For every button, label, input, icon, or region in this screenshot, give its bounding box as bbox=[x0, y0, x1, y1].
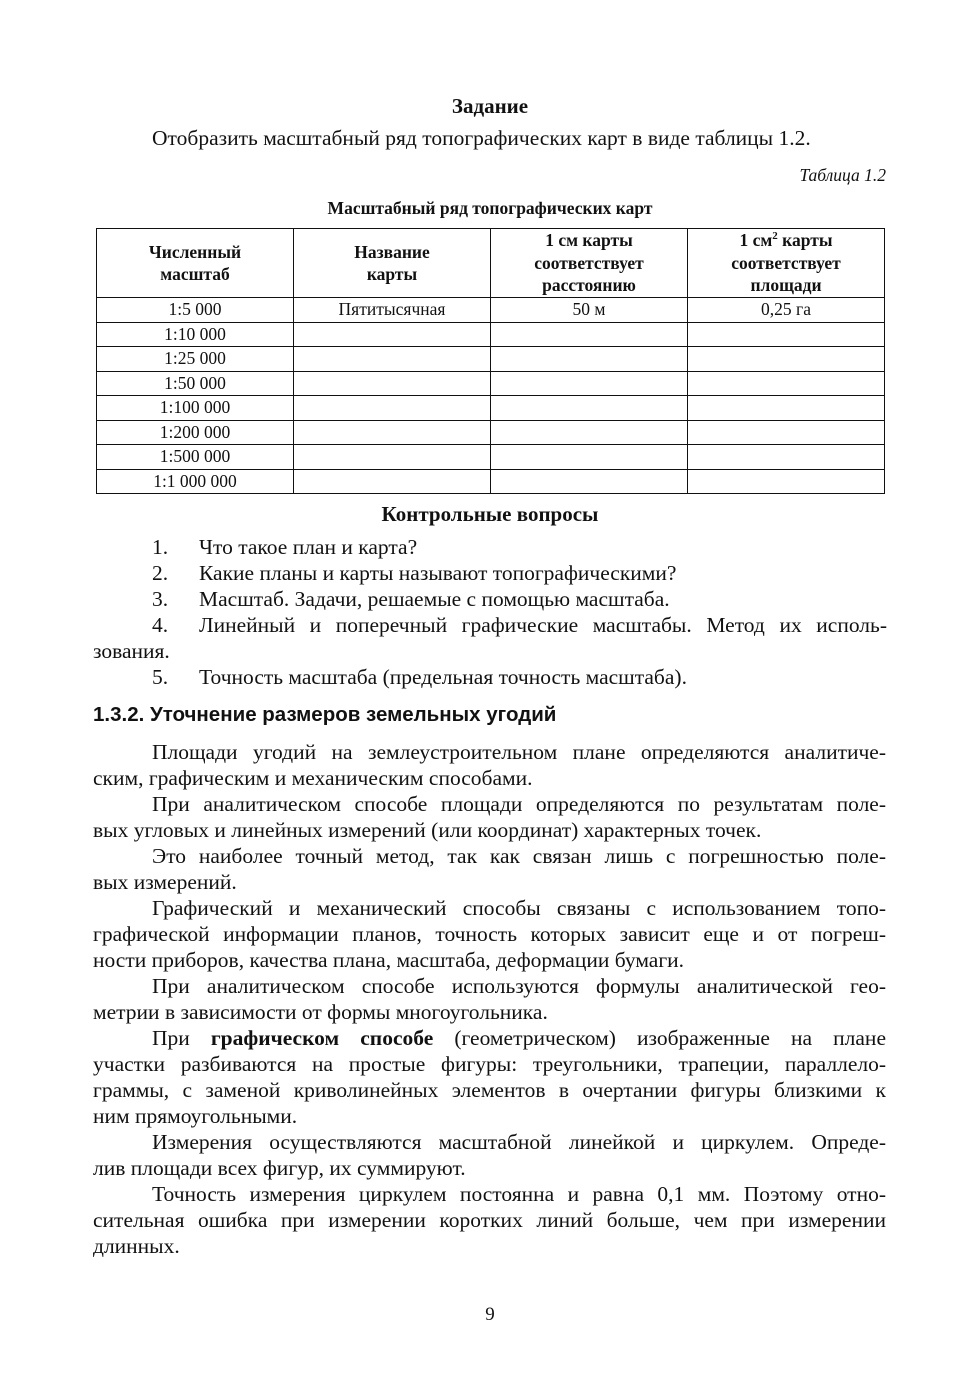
list-item bbox=[0, 534, 887, 560]
page-number: 9 bbox=[485, 1304, 495, 1325]
list-item-text: Что такое план и карта? bbox=[199, 535, 418, 559]
table-cell bbox=[294, 347, 491, 372]
header-distance: 1 см карты соответствует расстоянию bbox=[491, 229, 688, 298]
paragraph-line: граммы, с заменой криволинейных элементов в очертании фигуры близкими к bbox=[93, 1078, 886, 1102]
list-item bbox=[0, 612, 887, 638]
table-cell: 1:10 000 bbox=[97, 322, 294, 347]
list-item-number: 5. bbox=[152, 665, 169, 689]
questions-heading: Контрольные вопросы bbox=[381, 502, 599, 526]
table-label: Таблица 1.2 bbox=[799, 165, 886, 185]
paragraph-line: Площади угодий на землеустроительном плане определяются аналитиче- bbox=[152, 740, 886, 764]
table-cell bbox=[688, 371, 885, 396]
paragraph-line: участки разбиваются на простые фигуры: треугольники, трапеции, параллело- bbox=[93, 1052, 886, 1076]
table-cell bbox=[294, 445, 491, 470]
paragraph-line: При аналитическом способе площади определяются по результатам поле- bbox=[152, 792, 886, 816]
task-text: Отобразить масштабный ряд топографических карт в виде таблицы 1.2. bbox=[152, 126, 811, 150]
paragraph-line: Точность измерения циркулем постоянна и равна 0,1 мм. Поэтому отно- bbox=[152, 1182, 886, 1206]
paragraph-line: метрии в зависимости от формы многоугольника. bbox=[93, 1000, 548, 1024]
bold-term: графическом способе bbox=[210, 1026, 434, 1050]
list-item-number: 3. bbox=[152, 587, 169, 611]
task-heading: Задание bbox=[451, 94, 529, 118]
table-cell bbox=[294, 420, 491, 445]
table-cell: 1:100 000 bbox=[97, 396, 294, 421]
paragraph-line: Это наиболее точный метод, так как связан лишь с погрешностью поле- bbox=[152, 844, 886, 868]
paragraph-line: графической информации планов, точность которых зависит еще и от погреш- bbox=[93, 922, 886, 946]
list-item bbox=[0, 664, 887, 690]
paragraph-line bbox=[93, 1025, 886, 1051]
paragraph-line: Графический и механический способы связаны с использованием топо- bbox=[152, 896, 886, 920]
table-row bbox=[97, 371, 885, 396]
table-cell bbox=[491, 445, 688, 470]
table-cell: 1:50 000 bbox=[97, 371, 294, 396]
table-cell: 1:5 000 bbox=[97, 298, 294, 323]
list-item-number: 2. bbox=[152, 561, 169, 585]
table-cell bbox=[688, 469, 885, 494]
paragraph bbox=[93, 1025, 886, 1129]
list-item-number: 1. bbox=[152, 535, 169, 559]
body-text bbox=[93, 739, 886, 1259]
table-cell bbox=[688, 445, 885, 470]
list-item-text: Масштаб. Задачи, решаемые с помощью масштаба. bbox=[199, 587, 670, 611]
paragraph-line: сительная ошибка при измерении коротких линий больше, чем при измерении bbox=[93, 1208, 886, 1232]
table-cell bbox=[294, 371, 491, 396]
text-run: (геометрическом) изображенные на плане bbox=[433, 1026, 886, 1050]
table-row bbox=[97, 396, 885, 421]
header-map-name: Название карты bbox=[294, 229, 491, 298]
table-cell bbox=[294, 322, 491, 347]
text-run: При bbox=[152, 1026, 211, 1050]
table-cell: 1:1 000 000 bbox=[97, 469, 294, 494]
paragraph bbox=[93, 973, 886, 1025]
list-item-text: Линейный и поперечный графические масштабы. Метод их исполь- bbox=[199, 613, 887, 637]
paragraph-line: ности приборов, качества плана, масштаба, деформации бумаги. bbox=[93, 948, 685, 972]
questions-list bbox=[0, 534, 980, 690]
paragraph-line: При аналитическом способе используются формулы аналитической гео- bbox=[152, 974, 886, 998]
header-area: 1 $см^2$ карты соответствует площади bbox=[688, 229, 885, 298]
paragraph bbox=[93, 895, 886, 973]
table-cell: 1:25 000 bbox=[97, 347, 294, 372]
table-cell bbox=[491, 371, 688, 396]
paragraph-line: ским, графическим и механическим способами. bbox=[93, 766, 533, 790]
table-cell: 1:500 000 bbox=[97, 445, 294, 470]
paragraph bbox=[93, 739, 886, 791]
table-row bbox=[97, 469, 885, 494]
paragraph-line: ним прямоугольными. bbox=[93, 1104, 298, 1128]
table-cell bbox=[491, 347, 688, 372]
table-cell: 1:200 000 bbox=[97, 420, 294, 445]
list-item-number: 4. bbox=[152, 613, 169, 637]
table-row bbox=[97, 420, 885, 445]
table-header-row bbox=[97, 229, 885, 298]
paragraph bbox=[93, 791, 886, 843]
table-cell bbox=[688, 347, 885, 372]
table-cell bbox=[688, 322, 885, 347]
paragraph-line: длинных. bbox=[93, 1234, 180, 1258]
table-cell bbox=[491, 469, 688, 494]
table-cell bbox=[688, 396, 885, 421]
list-item bbox=[0, 560, 887, 586]
table-cell bbox=[491, 396, 688, 421]
scale-table bbox=[96, 228, 885, 494]
table-row bbox=[97, 347, 885, 372]
list-item bbox=[0, 586, 887, 612]
paragraph-line: вых измерений. bbox=[93, 870, 237, 894]
list-item-text: Точность масштаба (предельная точность масштаба). bbox=[199, 665, 687, 689]
table-cell: Пятитысячная bbox=[294, 298, 491, 323]
table-cell bbox=[491, 322, 688, 347]
paragraph bbox=[93, 1181, 886, 1259]
table-cell: 0,25 га bbox=[688, 298, 885, 323]
table-row bbox=[97, 322, 885, 347]
paragraph-line: лив площади всех фигур, их суммируют. bbox=[93, 1156, 466, 1180]
table-cell: 50 м bbox=[491, 298, 688, 323]
table-cell bbox=[688, 420, 885, 445]
list-item-text: Какие планы и карты называют топографическими? bbox=[199, 561, 677, 585]
paragraph bbox=[93, 1129, 886, 1181]
table-row bbox=[97, 298, 885, 323]
list-item-continuation: зования. bbox=[93, 639, 170, 663]
table-title: Масштабный ряд топографических карт bbox=[327, 198, 653, 218]
header-numeric-scale: Численный масштаб bbox=[97, 229, 294, 298]
paragraph bbox=[93, 843, 886, 895]
table-row bbox=[97, 445, 885, 470]
table-cell bbox=[294, 396, 491, 421]
table-cell bbox=[491, 420, 688, 445]
table-cell bbox=[294, 469, 491, 494]
paragraph-line: Измерения осуществляются масштабной линейкой и циркулем. Опреде- bbox=[152, 1130, 886, 1154]
paragraph-line: вых угловых и линейных измерений (или координат) характерных точек. bbox=[93, 818, 762, 842]
section-heading: 1.3.2. Уточнение размеров земельных угодий bbox=[93, 703, 557, 726]
